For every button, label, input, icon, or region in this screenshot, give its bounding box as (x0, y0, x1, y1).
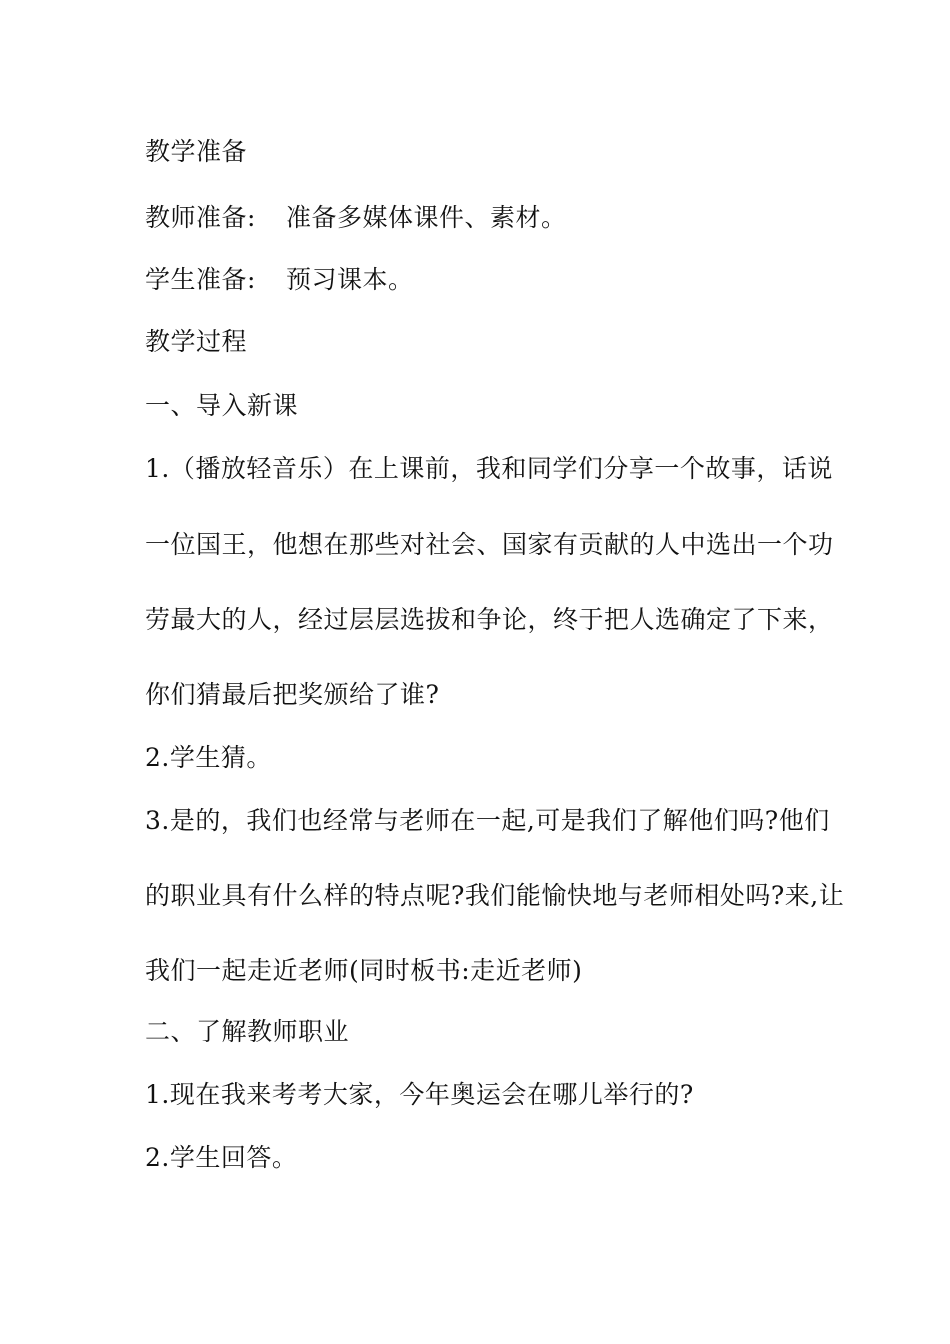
student-prep-line (145, 265, 413, 295)
section1-item2: 2.学生猜。 (145, 743, 272, 772)
section1-item3-line3: 我们一起走近老师(同时板书:走近老师) (145, 956, 583, 985)
section2-heading: 二、了解教师职业 (145, 1017, 350, 1046)
section1-item1-line4: 你们猜最后把奖颁给了谁? (145, 680, 440, 709)
teaching-prep-heading: 教学准备 (145, 137, 248, 166)
section2-item2: 2.学生回答。 (145, 1143, 298, 1172)
section1-heading: 一、导入新课 (145, 391, 299, 420)
teacher-prep-label: 教师准备: (145, 203, 256, 232)
section1-item1-line3: 劳最大的人，经过层层选拔和争论，终于把人选确定了下来， (145, 605, 834, 634)
section1-item3-line2: 的职业具有什么样的特点呢?我们能愉快地与老师相处吗?来,让 (145, 881, 845, 910)
student-prep-label: 学生准备: (145, 265, 256, 294)
teaching-process-heading: 教学过程 (145, 327, 248, 356)
teacher-prep-text: 准备多媒体课件、素材。 (285, 203, 567, 232)
section1-item3-line1: 3.是的，我们也经常与老师在一起,可是我们了解他们吗?他们 (145, 806, 830, 835)
section2-item1: 1.现在我来考考大家，今年奥运会在哪儿举行的? (145, 1080, 694, 1109)
section1-item1-line2: 一位国王，他想在那些对社会、国家有贡献的人中选出一个功 (145, 530, 834, 559)
section1-item1-line1: 1.（播放轻音乐）在上课前，我和同学们分享一个故事，话说 (145, 454, 833, 483)
student-prep-text: 预习课本。 (285, 265, 414, 294)
teacher-prep-line (145, 203, 566, 233)
